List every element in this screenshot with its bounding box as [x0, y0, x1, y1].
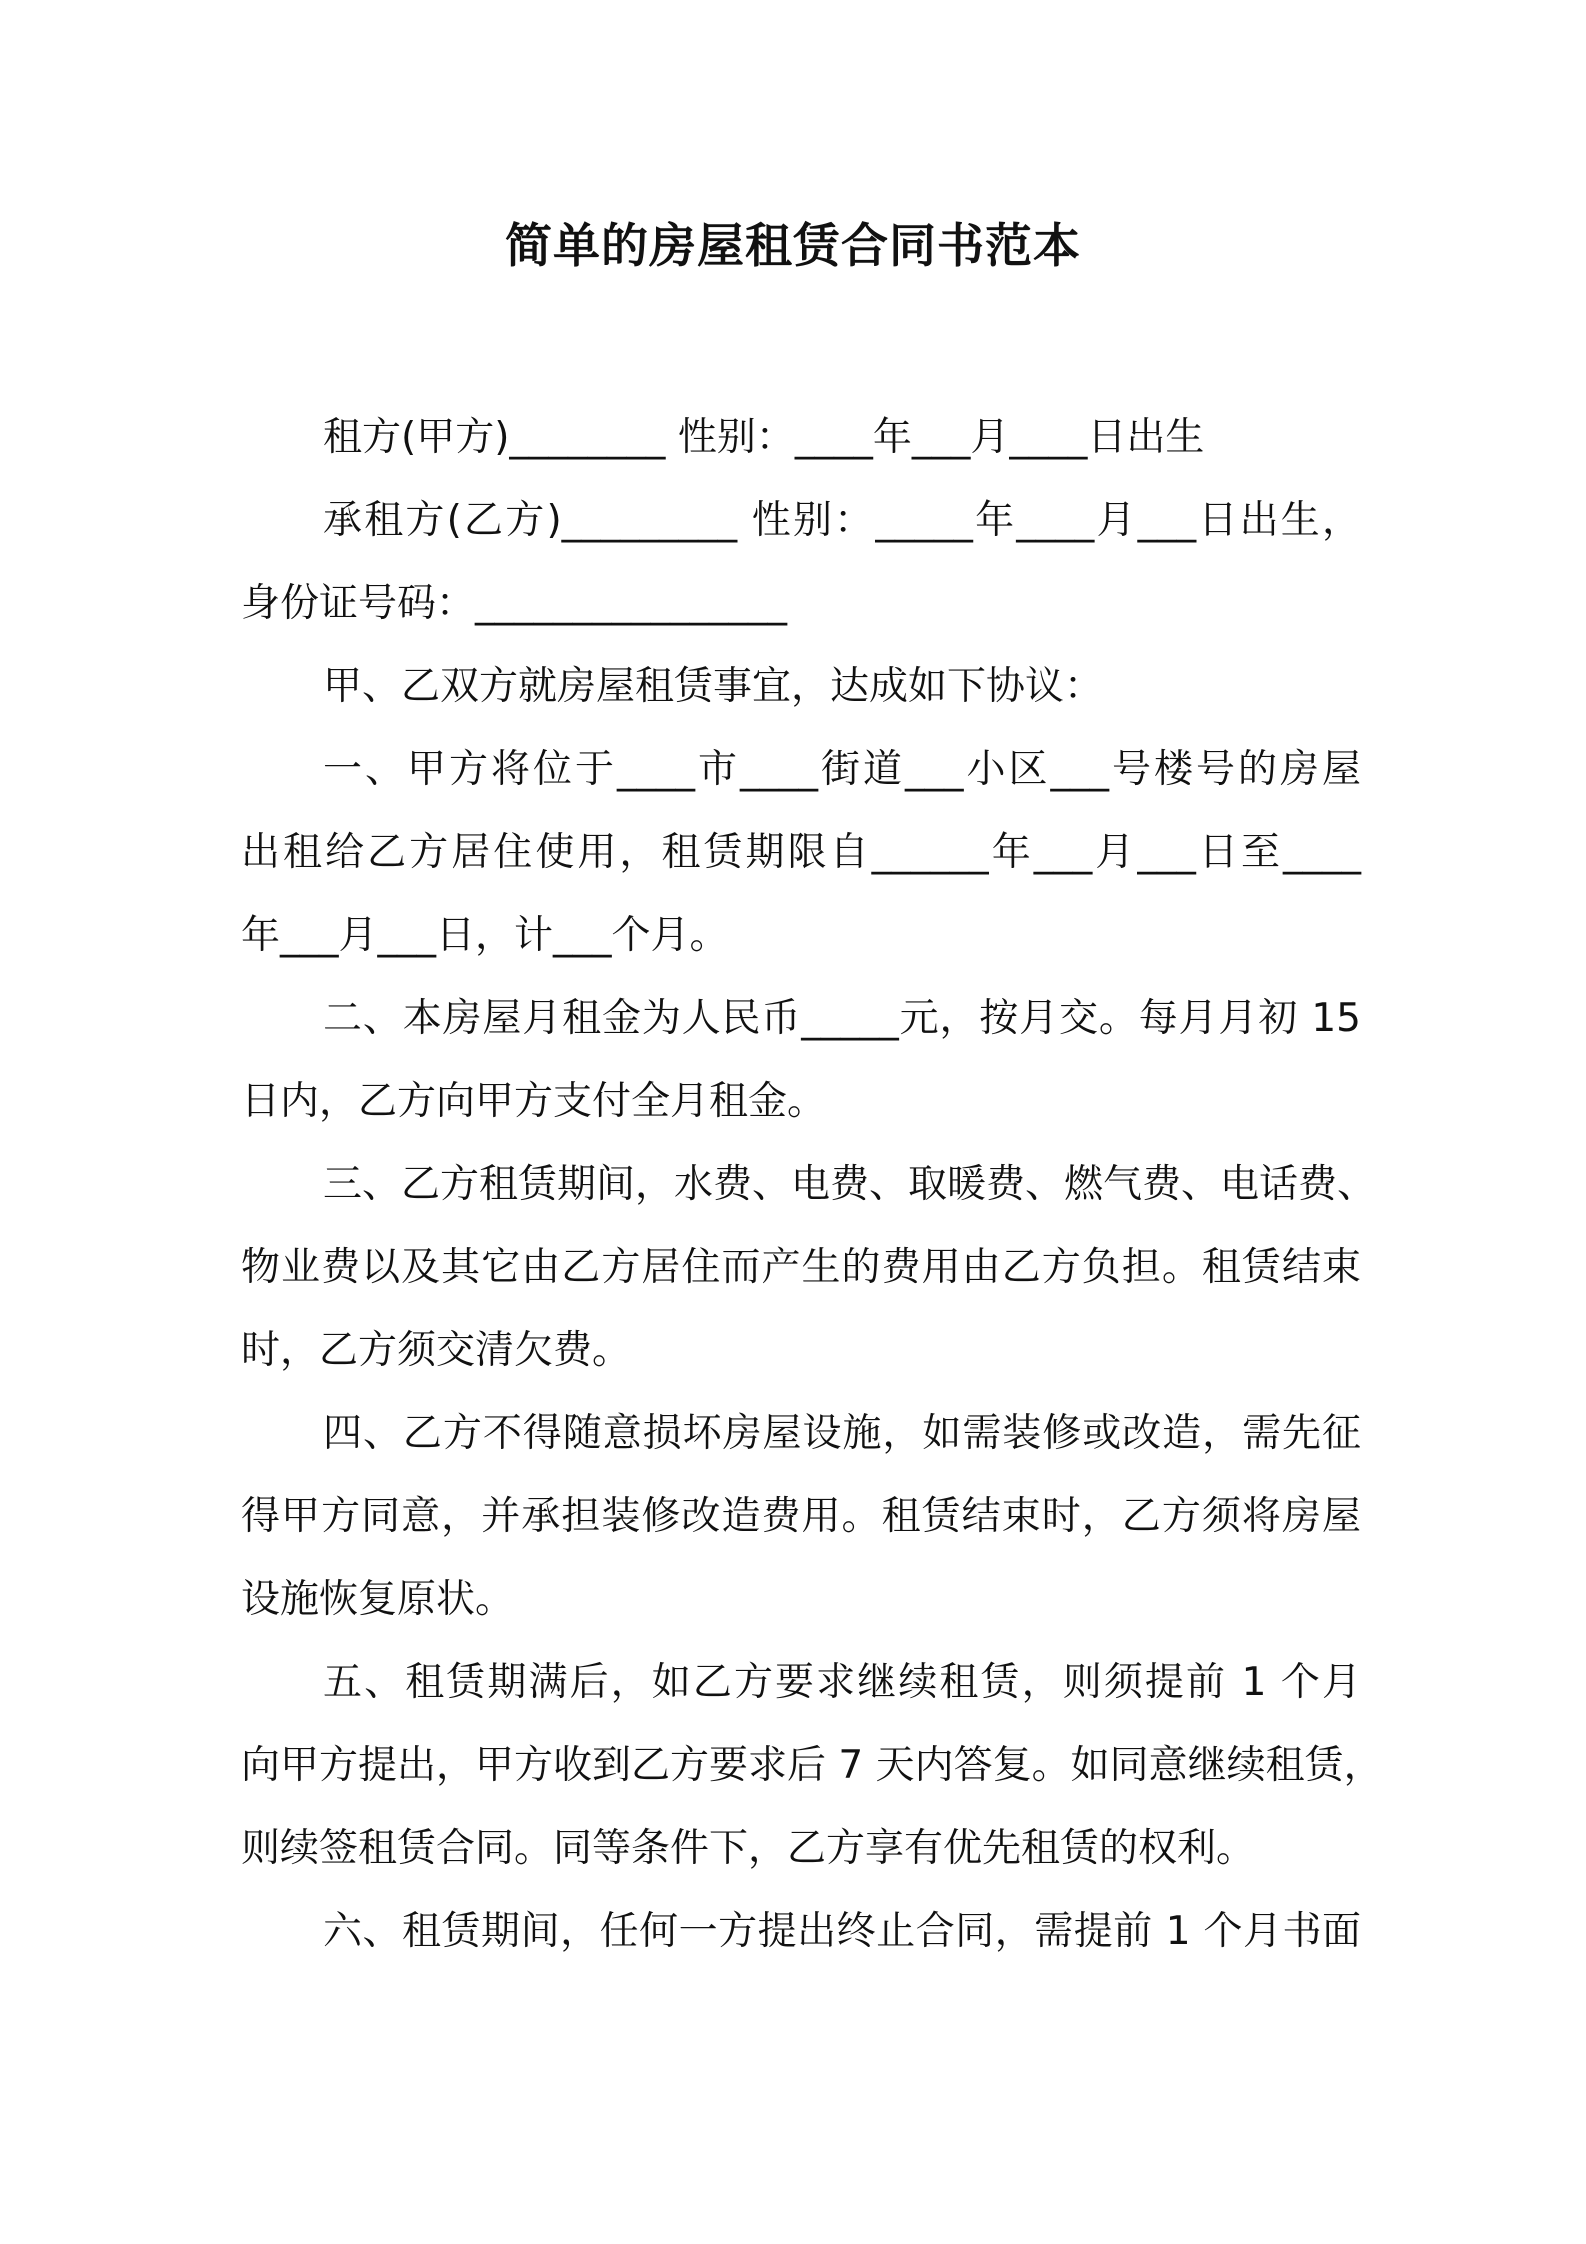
text-line: 三、乙方租赁期间，水费、电费、取暖费、燃气费、电话费、 — [323, 1162, 1377, 1207]
text-line: 设施恢复原状。 — [241, 1577, 515, 1622]
text-line: 五、租赁期满后，如乙方要求继续租赁，则须提前 1 个月 — [323, 1660, 1361, 1705]
text-line: 承租方(乙方)_________ 性别：_____年____月___日出生， — [323, 498, 1361, 543]
text-line: 身份证号码：________________ — [241, 581, 788, 626]
contract-body — [241, 396, 1383, 1973]
text-line: 出租给乙方居住使用，租赁期限自______年___月___日至____ — [241, 830, 1361, 875]
text-line: 向甲方提出，甲方收到乙方要求后 7 天内答复。如同意继续租赁， — [241, 1743, 1383, 1788]
text-line: 时，乙方须交清欠费。 — [241, 1328, 632, 1373]
document-title: 简单的房屋租赁合同书范本 — [505, 219, 1081, 274]
text-line: 租方(甲方)________ 性别：____年___月____日出生 — [323, 415, 1205, 460]
text-line: 六、租赁期间，任何一方提出终止合同，需提前 1 个月书面 — [323, 1909, 1361, 1954]
text-line: 一、甲方将位于____市____街道___小区___号楼号的房屋 — [323, 747, 1361, 792]
text-line: 日内，乙方向甲方支付全月租金。 — [241, 1079, 827, 1124]
text-line: 年___月___日，计___个月。 — [241, 913, 729, 958]
text-line: 四、乙方不得随意损坏房屋设施，如需装修或改造，需先征 — [323, 1411, 1361, 1456]
text-line: 物业费以及其它由乙方居住而产生的费用由乙方负担。租赁结束 — [241, 1245, 1361, 1290]
text-line: 二、本房屋月租金为人民币_____元，按月交。每月月初 15 — [323, 996, 1361, 1041]
text-line: 则续签租赁合同。同等条件下，乙方享有优先租赁的权利。 — [241, 1826, 1256, 1871]
text-line: 得甲方同意，并承担装修改造费用。租赁结束时，乙方须将房屋 — [241, 1494, 1361, 1539]
text-line: 甲、乙双方就房屋租赁事宜，达成如下协议： — [323, 664, 1104, 709]
